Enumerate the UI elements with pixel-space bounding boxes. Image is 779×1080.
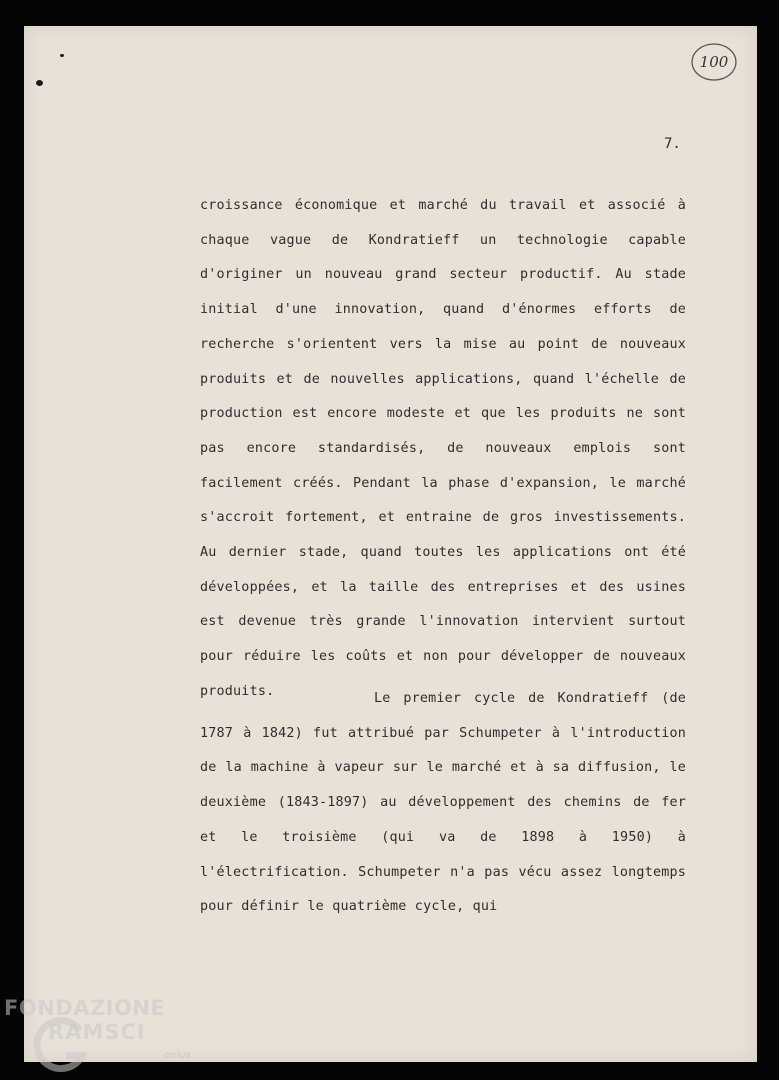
paragraph-1: croissance économique et marché du travail et associé à chaque vague de Kondratieff un technologie capable d'originer un nouveau grand secteur productif. Au stade initial d'une innovation, quand d'énormes efforts de recherche s'orientent vers la mise au point de nouveaux produits et de nouvelles applications, quand l'échelle de production est encore modeste et que les produits ne sont pas encore standardisés, de nouveaux emplois sont facilement créés. Pendant la phase d'expansion, le marché s'accroit fortement, et entraine de gros investissements. Au dernier stade, quand toutes les applications ont été développées, et la taille des entreprises et des usines est devenue très grande l'innovation intervient surtout pour réduire les coûts et non pour développer de nouveaux produits. [200, 198, 686, 699]
fondazione-gramsci-watermark [4, 992, 204, 1080]
ink-speck [60, 54, 64, 57]
circled-page-number [690, 42, 738, 82]
ink-speck [36, 80, 43, 86]
watermark-sub: onlus [164, 1050, 191, 1061]
document-page [24, 26, 757, 1062]
circled-page-number-text: 100 [699, 53, 729, 71]
watermark-line1: FONDAZIONE [4, 996, 166, 1020]
paragraph-2: Le premier cycle de Kondratieff (de 1787 à 1842) fut attribué par Schumpeter à l'introduction de la machine à vapeur sur le marché et à sa diffusion, le deuxième (1843-1897) au développement des chemins de fer et le troisième (qui va de 1898 à 1950) à l'électrification. Schumpeter n'a pas vécu assez longtemps pour définir le quatrième cycle, qui [200, 691, 686, 915]
page-number: 7. [664, 136, 681, 152]
watermark-line2: RAMSCI [48, 1020, 146, 1044]
